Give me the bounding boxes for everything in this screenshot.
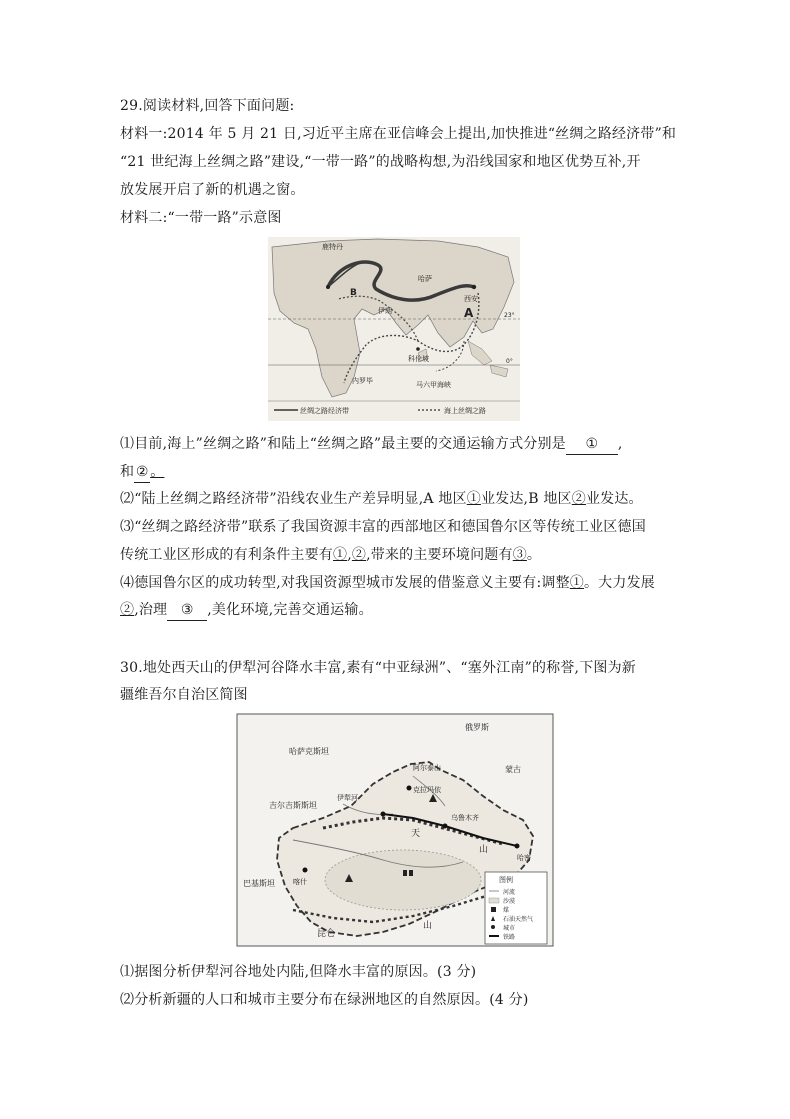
- label-a: A: [464, 306, 474, 320]
- label-mongolia: 蒙古: [505, 765, 521, 774]
- q30-sub1: ⑴据图分析伊犁河谷地处内陆,但降水丰富的原因。(3 分): [120, 964, 477, 980]
- answer-blank[interactable]: ②: [120, 602, 135, 618]
- label-hami: 哈密: [517, 854, 531, 862]
- q29-material1-line3: 放发展开启了新的机遇之窗。: [120, 182, 305, 198]
- legend-oil-gas: 石油天然气: [503, 916, 534, 923]
- q30-sub2: ⑵分析新疆的人口和城市主要分布在绿洲地区的自然原因。(4 分): [120, 992, 529, 1008]
- legend-river: 河流: [503, 889, 516, 896]
- answer-blank[interactable]: ①: [566, 434, 618, 455]
- label-karamay: 克拉玛依: [413, 786, 441, 794]
- legend-railway: 铁路: [503, 934, 516, 941]
- label-tropic: 23°: [504, 312, 515, 319]
- label-xian: 西安: [464, 295, 478, 303]
- q29-sub4-line1: ⑷德国鲁尔区的成功转型,对我国资源型城市发展的借鉴意义主要有:调整①。大力发展: [120, 575, 655, 591]
- label-russia: 俄罗斯: [465, 723, 489, 732]
- label-yili-river: 伊犁河: [337, 794, 358, 802]
- legend-land-silk-road: 丝绸之路经济带: [300, 407, 349, 415]
- q29-sub3-line1: ⑶“丝绸之路经济带”联系了我国资源丰富的西部地区和德国鲁尔区等传统工业区德国: [120, 519, 646, 535]
- xinjiang-map: [233, 710, 557, 950]
- label-kyrgyzstan: 吉尔吉斯斯坦: [269, 801, 317, 810]
- belt-road-map: [268, 237, 520, 421]
- label-mountain: 山: [423, 921, 433, 931]
- answer-blank[interactable]: ②: [571, 491, 586, 507]
- q30-line1: 30.地处西天山的伊犁河谷降水丰富,素有“中亚绿洲”、“塞外江南”的称誉,下图为新: [120, 660, 636, 676]
- q29-sub3-line2: 传统工业区形成的有利条件主要有①,②,带来的主要环境问题有③。: [120, 547, 542, 563]
- q29-sub1-line2: 和 ② 。: [120, 462, 164, 483]
- label-urumqi: 乌鲁木齐: [451, 814, 479, 822]
- label-nairobi: 内罗毕: [352, 377, 373, 385]
- q29-material1-line2: “21 世纪海上丝绸之路”建设,“一带一路”的战略构想,为沿线国家和地区优势互补,开: [120, 154, 641, 170]
- q29-sub1-line1: ⑴目前,海上”丝绸之路”和陆上“丝绸之路”最主要的交通运输方式分别是 ① ,: [120, 434, 623, 455]
- label-malacca: 马六甲海峡: [416, 381, 451, 389]
- q29-material2-label: 材料二:“一带一路”示意图: [120, 210, 282, 226]
- label-pakistan: 巴基斯坦: [243, 879, 275, 888]
- legend-city: 城市: [503, 925, 516, 932]
- label-shan: 山: [479, 845, 489, 855]
- label-kazakhstan: 哈萨克斯坦: [289, 747, 329, 756]
- label-kashgar: 喀什: [293, 878, 307, 886]
- answer-blank[interactable]: ③: [512, 547, 527, 563]
- label-equator: 0°: [506, 358, 513, 365]
- q29-material1-line1: 材料一:2014 年 5 月 21 日,习近平主席在亚信峰会上提出,加快推进“丝绸之路经济带”和: [120, 126, 677, 142]
- q29-heading: 29.阅读材料,回答下面问题:: [120, 98, 295, 114]
- q29-sub4-line2: ②,治理 ③ ,美化环境,完善交通运输。: [120, 600, 373, 621]
- label-colombo: 科伦坡: [408, 355, 429, 363]
- label-iran: 伊朗: [378, 307, 392, 315]
- answer-blank[interactable]: ③: [167, 600, 207, 621]
- answer-blank[interactable]: ①: [569, 575, 584, 591]
- legend-coal: 煤: [503, 907, 510, 914]
- label-rotterdam: 鹿特丹: [322, 243, 343, 251]
- answer-blank[interactable]: ①: [466, 491, 481, 507]
- answer-blank[interactable]: ②: [351, 547, 367, 563]
- label-altay: 阿尔泰山: [413, 764, 441, 772]
- label-tian: 天: [411, 829, 421, 839]
- legend-title: 图例: [499, 876, 513, 884]
- label-b: B: [350, 288, 357, 298]
- legend-sea-silk-road: 海上丝绸之路: [444, 407, 486, 415]
- answer-blank[interactable]: ②: [134, 462, 150, 483]
- legend-desert: 沙漠: [503, 898, 516, 905]
- label-kazakh: 哈萨: [418, 275, 432, 283]
- q30-line2: 疆维吾尔自治区简图: [120, 687, 248, 703]
- q29-sub2: ⑵“陆上丝绸之路经济带”沿线农业生产差异明显,A 地区①业发达,B 地区②业发达。: [120, 491, 643, 507]
- label-kunlun: 昆仑: [317, 929, 336, 939]
- answer-blank[interactable]: ①: [333, 547, 348, 563]
